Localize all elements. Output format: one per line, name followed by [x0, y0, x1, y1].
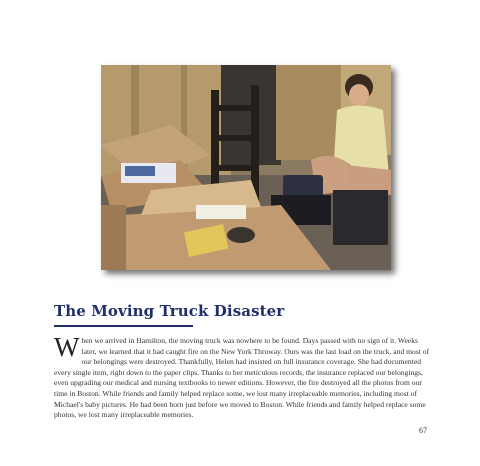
article-title: The Moving Truck Disaster	[54, 302, 285, 320]
article-body-text: hen we arrived in Hamilton, the moving truck was nowhere to be found. Days passed with no sign of it. Weeks later, we learned that it had caught fire on the New York Thruway. Ours was the last load on the truck, and most of our belongings were destroyed. Thankfully, Helen had insisted on full insurance coverage. She had documented every single item, right down to the paper clips. Thanks to her meticulous records, the insurance replaced our belongings, even upgrading our medical and nursing textbooks to newer editions. However, the fire destroyed all the photos from our time in Boston. While friends and family helped replace some, we lost many irreplaceable memories, including most of Michael's baby pictures. He had been born just before we moved to Boston. While friends and family helped replace some photos, we lost many irreplaceable memories.	[54, 336, 430, 420]
drop-cap: W	[54, 332, 80, 362]
page-number: 67	[419, 426, 427, 435]
article-body	[54, 332, 434, 421]
photo-moving-boxes	[101, 65, 391, 270]
title-underline	[54, 325, 193, 327]
